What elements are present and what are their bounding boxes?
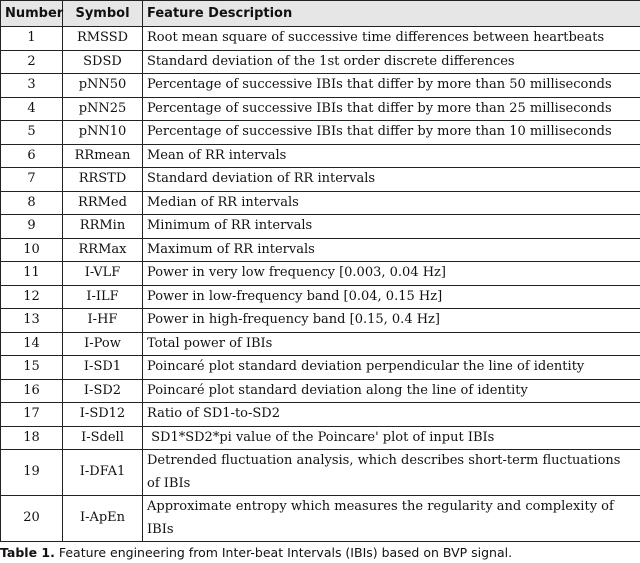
- row-symbol: RRmean: [63, 144, 143, 168]
- header-symbol: Symbol: [63, 1, 143, 27]
- row-description: Ratio of SD1-to-SD2: [143, 403, 640, 427]
- row-description: Minimum of RR intervals: [143, 215, 640, 239]
- table-row: [1, 238, 640, 262]
- table-row: [1, 27, 640, 51]
- table-row: [1, 496, 640, 542]
- row-description: Root mean square of successive time differences between heartbeats: [143, 27, 640, 51]
- row-description: Poincaré plot standard deviation along the line of identity: [143, 379, 640, 403]
- row-symbol: I-SD12: [63, 403, 143, 427]
- row-description: Percentage of successive IBIs that differ by more than 25 milliseconds: [143, 97, 640, 121]
- header-description: Feature Description: [143, 1, 640, 27]
- row-number: 5: [1, 121, 63, 145]
- row-description: Maximum of RR intervals: [143, 238, 640, 262]
- row-description: Total power of IBIs: [143, 332, 640, 356]
- row-description: Standard deviation of RR intervals: [143, 168, 640, 192]
- table-row: [1, 50, 640, 74]
- row-symbol: I-VLF: [63, 262, 143, 286]
- table-row: [1, 356, 640, 380]
- row-symbol: I-SD2: [63, 379, 143, 403]
- row-number: 9: [1, 215, 63, 239]
- caption-label: Table 1.: [0, 545, 55, 560]
- table-row: [1, 379, 640, 403]
- header-number: Number: [1, 1, 63, 27]
- row-symbol: pNN25: [63, 97, 143, 121]
- table-row: [1, 144, 640, 168]
- row-symbol: SDSD: [63, 50, 143, 74]
- table-row: [1, 285, 640, 309]
- row-symbol: I-DFA1: [63, 450, 143, 496]
- row-symbol: I-Pow: [63, 332, 143, 356]
- row-number: 6: [1, 144, 63, 168]
- row-symbol: pNN10: [63, 121, 143, 145]
- row-symbol: I-SD1: [63, 356, 143, 380]
- row-number: 16: [1, 379, 63, 403]
- table-row: [1, 97, 640, 121]
- row-number: 7: [1, 168, 63, 192]
- row-number: 8: [1, 191, 63, 215]
- row-number: 1: [1, 27, 63, 51]
- row-symbol: I-ApEn: [63, 496, 143, 542]
- table-caption: [0, 544, 640, 562]
- table-row: [1, 121, 640, 145]
- row-description: SD1*SD2*pi value of the Poincare' plot of input IBIs: [143, 426, 640, 450]
- table-row: [1, 450, 640, 496]
- row-description: Percentage of successive IBIs that differ by more than 10 milliseconds: [143, 121, 640, 145]
- row-symbol: I-ILF: [63, 285, 143, 309]
- row-number: 17: [1, 403, 63, 427]
- row-number: 13: [1, 309, 63, 333]
- row-number: 15: [1, 356, 63, 380]
- row-symbol: RRMed: [63, 191, 143, 215]
- row-symbol: pNN50: [63, 74, 143, 98]
- row-number: 19: [1, 450, 63, 496]
- table-body: [1, 27, 640, 542]
- row-symbol: I-Sdell: [63, 426, 143, 450]
- table-row: [1, 403, 640, 427]
- row-description: Standard deviation of the 1st order discrete differences: [143, 50, 640, 74]
- table-row: [1, 262, 640, 286]
- caption-text: Feature engineering from Inter-beat Intervals (IBIs) based on BVP signal.: [54, 545, 513, 560]
- row-description: Median of RR intervals: [143, 191, 640, 215]
- table-row: [1, 191, 640, 215]
- row-number: 18: [1, 426, 63, 450]
- row-number: 2: [1, 50, 63, 74]
- row-symbol: RRMax: [63, 238, 143, 262]
- table-row: [1, 332, 640, 356]
- table-row: [1, 74, 640, 98]
- row-description: Percentage of successive IBIs that differ by more than 50 milliseconds: [143, 74, 640, 98]
- row-description: Power in low-frequency band [0.04, 0.15 Hz]: [143, 285, 640, 309]
- row-symbol: RMSSD: [63, 27, 143, 51]
- row-number: 12: [1, 285, 63, 309]
- table-row: [1, 215, 640, 239]
- row-number: 3: [1, 74, 63, 98]
- row-symbol: RRMin: [63, 215, 143, 239]
- row-symbol: I-HF: [63, 309, 143, 333]
- row-description: Approximate entropy which measures the regularity and complexity of IBIs: [143, 496, 640, 542]
- row-description: Poincaré plot standard deviation perpendicular the line of identity: [143, 356, 640, 380]
- table-row: [1, 168, 640, 192]
- table-row: [1, 426, 640, 450]
- row-description: Power in high-frequency band [0.15, 0.4 Hz]: [143, 309, 640, 333]
- row-number: 14: [1, 332, 63, 356]
- row-symbol: RRSTD: [63, 168, 143, 192]
- row-description: Power in very low frequency [0.003, 0.04 Hz]: [143, 262, 640, 286]
- row-number: 4: [1, 97, 63, 121]
- row-number: 11: [1, 262, 63, 286]
- row-number: 10: [1, 238, 63, 262]
- row-description: Mean of RR intervals: [143, 144, 640, 168]
- table-row: [1, 309, 640, 333]
- row-description: Detrended fluctuation analysis, which describes short-term fluctuations of IBIs: [143, 450, 640, 496]
- row-number: 20: [1, 496, 63, 542]
- table-header-row: [1, 1, 640, 27]
